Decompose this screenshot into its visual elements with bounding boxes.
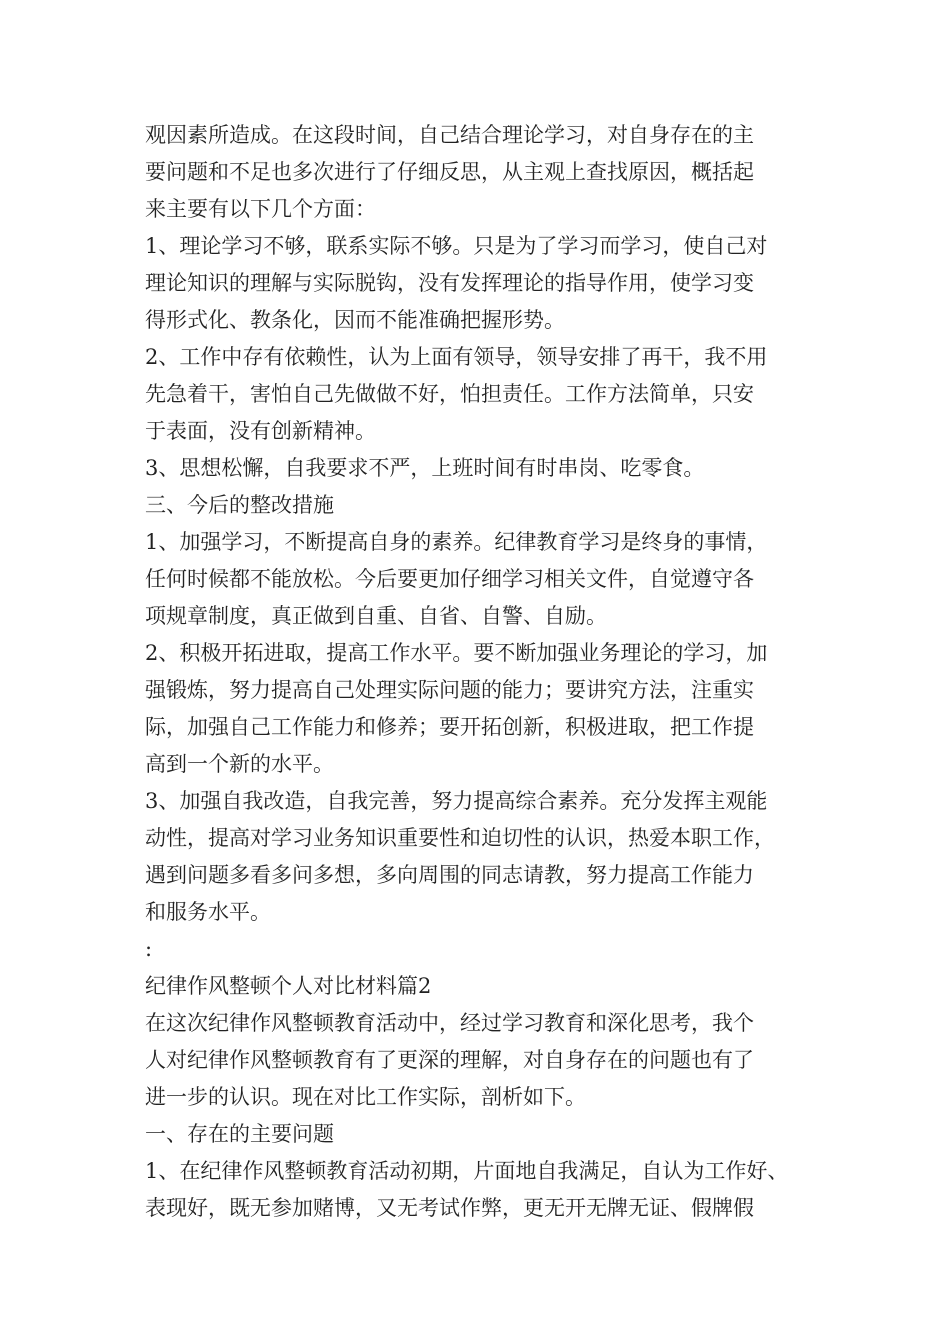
text-line: 得形式化、教条化，因而不能准确把握形势。 bbox=[145, 308, 565, 332]
separator-mark: : bbox=[145, 937, 153, 961]
text-line: 2、工作中存有依赖性，认为上面有领导，领导安排了再干，我不用 bbox=[145, 345, 768, 369]
section-heading: 三、今后的整改措施 bbox=[145, 493, 334, 517]
text-line: 人对纪律作风整顿教育有了更深的理解，对自身存在的问题也有了 bbox=[145, 1048, 754, 1072]
text-line: 3、加强自我改造，自我完善，努力提高综合素养。充分发挥主观能 bbox=[145, 789, 768, 813]
text-line: 观因素所造成。在这段时间，自己结合理论学习，对自身存在的主 bbox=[145, 123, 754, 147]
text-line: 2、积极开拓进取，提高工作水平。要不断加强业务理论的学习，加 bbox=[145, 641, 768, 665]
text-line: 项规章制度，真正做到自重、自省、自警、自励。 bbox=[145, 604, 607, 628]
text-line: 1、理论学习不够，联系实际不够。只是为了学习而学习，使自己对 bbox=[145, 234, 768, 258]
text-line: 任何时候都不能放松。今后要更加仔细学习相关文件，自觉遵守各 bbox=[145, 567, 754, 591]
document-body bbox=[145, 117, 845, 1227]
text-line: 遇到问题多看多问多想，多向周围的同志请教，努力提高工作能力 bbox=[145, 863, 754, 887]
text-line: 理论知识的理解与实际脱钩，没有发挥理论的指导作用，使学习变 bbox=[145, 271, 754, 295]
text-line: 3、思想松懈，自我要求不严，上班时间有时串岗、吃零食。 bbox=[145, 456, 705, 480]
text-line: 于表面，没有创新精神。 bbox=[145, 419, 376, 443]
text-line: 表现好，既无参加赌博，又无考试作弊，更无开无牌无证、假牌假 bbox=[145, 1196, 754, 1220]
article-title: 纪律作风整顿个人对比材料篇2 bbox=[145, 974, 432, 998]
text-line: 先急着干，害怕自己先做做不好，怕担责任。工作方法简单，只安 bbox=[145, 382, 754, 406]
text-line: 1、加强学习，不断提高自身的素养。纪律教育学习是终身的事情， bbox=[145, 530, 768, 554]
text-line: 动性，提高对学习业务知识重要性和迫切性的认识，热爱本职工作， bbox=[145, 826, 775, 850]
text-line: 进一步的认识。现在对比工作实际，剖析如下。 bbox=[145, 1085, 586, 1109]
text-line: 在这次纪律作风整顿教育活动中，经过学习教育和深化思考，我个 bbox=[145, 1011, 754, 1035]
text-line: 和服务水平。 bbox=[145, 900, 271, 924]
text-line: 际，加强自己工作能力和修养；要开拓创新，积极进取，把工作提 bbox=[145, 715, 754, 739]
section-heading: 一、存在的主要问题 bbox=[145, 1122, 334, 1146]
text-line: 1、在纪律作风整顿教育活动初期，片面地自我满足，自认为工作好、 bbox=[145, 1159, 789, 1183]
text-line: 强锻炼，努力提高自己处理实际问题的能力；要讲究方法，注重实 bbox=[145, 678, 754, 702]
text-line: 要问题和不足也多次进行了仔细反思，从主观上查找原因，概括起 bbox=[145, 160, 754, 184]
text-line: 来主要有以下几个方面： bbox=[145, 197, 376, 221]
text-line: 高到一个新的水平。 bbox=[145, 752, 334, 776]
